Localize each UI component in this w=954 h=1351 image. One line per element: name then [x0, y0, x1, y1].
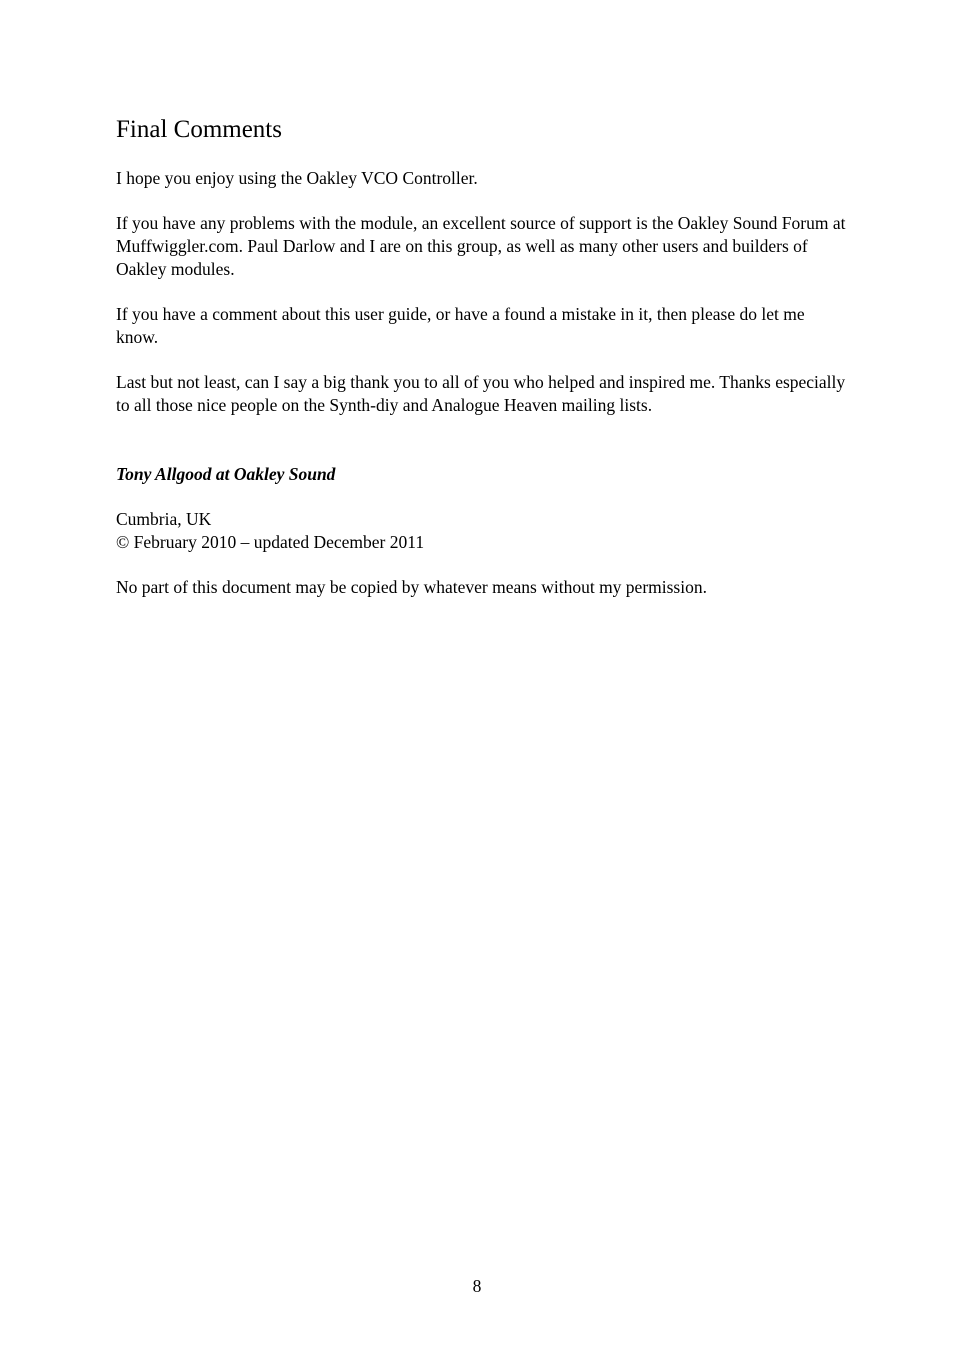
copyright-notice: No part of this document may be copied by whatever means without my permission.: [116, 577, 707, 597]
paragraph-thanks: Last but not least, can I say a big thank you to all of you who helped and inspired me. Thanks especially to all those nice people on the Synth-diy and Analogue Heaven mailing lists.: [116, 372, 846, 415]
paragraph-comment: If you have a comment about this user guide, or have a found a mistake in it, then please do let me know.: [116, 304, 805, 347]
copyright-line: © February 2010 – updated December 2011: [116, 532, 425, 552]
paragraph-enjoy: I hope you enjoy using the Oakley VCO Controller.: [116, 168, 478, 188]
address-block: [116, 508, 846, 554]
paragraph-support: If you have any problems with the module, an excellent source of support is the Oakley Sound Forum at Muffwiggler.com. Paul Darlow and I are on this group, as well as many other users and builders of Oakley modules.: [116, 213, 846, 279]
section-heading: Final Comments: [116, 116, 282, 143]
author-signature: Tony Allgood at Oakley Sound: [116, 464, 336, 484]
page-content: [116, 113, 846, 599]
page-number: 8: [472, 1276, 482, 1296]
address-location: Cumbria, UK: [116, 509, 212, 529]
